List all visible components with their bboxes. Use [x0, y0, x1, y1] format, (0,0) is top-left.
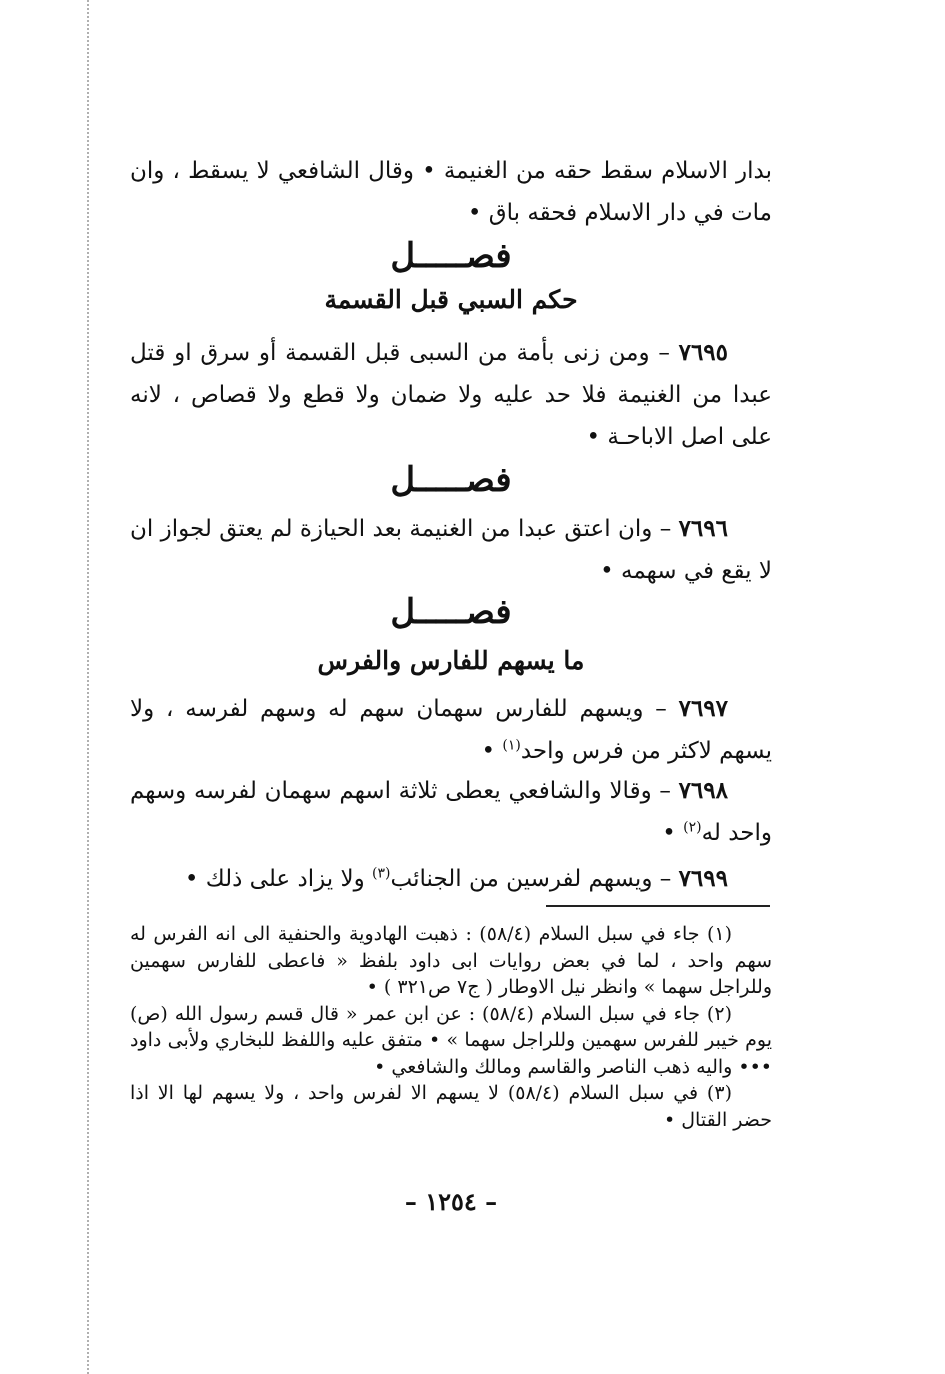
dotted-fold-line — [87, 0, 89, 1374]
section1-paragraph — [130, 332, 772, 458]
footnote-2 — [130, 1001, 772, 1081]
paragraph-number-7699: ٧٦٩٩ — [678, 865, 728, 892]
section1-title: حكم السبي قبل القسمة — [324, 285, 578, 314]
section1-text: – ومن زنى بأمة من السبى قبل القسمة أو سرق او قتل عبدا من الغنيمة فلا حد عليه ولا ضمان ولا قطع ولا قصاص ، لانه على اصل الاباحـة • — [130, 340, 772, 450]
footnote-separator — [546, 905, 770, 907]
footnote-ref-1: (١) — [502, 737, 521, 754]
paragraph-number-7695: ٧٦٩٥ — [678, 339, 729, 366]
section2-paragraph — [130, 508, 772, 592]
paragraph-7699-text-b: ولا يزاد على ذلك • — [184, 866, 373, 892]
paragraph-7698-text: – وقالا والشافعي يعطى ثلاثة اسهم سهمان لفرسه وسهم واحد له — [130, 778, 772, 846]
section3-title: ما يسهم للفارس والفرس — [317, 646, 585, 675]
footnote-3-text: (٣) في سبل السلام (٥٨/٤) لا يسهم الا لفرس واحد ، ولا يسهم لها الا اذا حضر القتال • — [130, 1082, 772, 1131]
footnote-1-text: (١) جاء في سبل السلام (٥٨/٤) : ذهبت الهادوية والحنفية الى انه الفرس له سهم واحد ، لما في بعض روايات ابى داود بلفظ « فاعطى للفارس سهمين وللراجل سهما » وانظر نيل الاوطار ( ج٧ ص٣٢١ ) • — [130, 923, 772, 998]
paragraph-7698-end: • — [662, 820, 684, 846]
section3-paragraph-7697 — [130, 688, 772, 772]
section2-fasl-heading: فصـــــل — [390, 460, 512, 500]
section3-paragraph-7698 — [130, 770, 772, 854]
page-number: – ١٢٥٤ – — [404, 1187, 498, 1216]
top-paragraph: بدار الاسلام سقط حقه من الغنيمة • وقال الشافعي لا يسقط ، وان مات في دار الاسلام فحقه باق • — [130, 158, 772, 226]
paragraph-number-7696: ٧٦٩٦ — [678, 515, 728, 542]
section3-fasl-heading: فصـــــل — [390, 592, 512, 632]
paragraph-number-7698: ٧٦٩٨ — [678, 777, 728, 804]
footnote-2-text: (٢) جاء في سبل السلام (٥٨/٤) : عن ابن عمر « قال قسم رسول الله (ص) يوم خيبر للفرس سهمين وللراجل سهما » • متفق عليه واللفظ للبخاري ولأبى داود ••• واليه ذهب الناصر والقاسم ومالك والشافعي • — [130, 1002, 772, 1078]
section3-paragraph-7699 — [130, 858, 772, 900]
footnote-3 — [130, 1080, 772, 1133]
paragraph-7697-text: – ويسهم للفارس سهمان سهم له وسهم لفرسه ، ولا يسهم لاكثر من فرس واحد — [130, 696, 772, 764]
section1-fasl-heading: فصـــــل — [390, 236, 512, 276]
footnotes — [130, 921, 772, 1133]
paragraph-number-7697: ٧٦٩٧ — [678, 695, 729, 722]
paragraph-7697-end: • — [481, 738, 503, 764]
footnote-ref-3: (٣) — [372, 865, 391, 882]
footnote-ref-2: (٢) — [683, 819, 702, 836]
footnote-1 — [130, 921, 772, 1001]
section2-text: – وان اعتق عبدا من الغنيمة بعد الحيازة لم يعتق لجواز ان لا يقع في سهمه • — [130, 516, 772, 584]
paragraph-7699-text-a: – ويسهم لفرسين من الجنائب — [390, 866, 672, 892]
